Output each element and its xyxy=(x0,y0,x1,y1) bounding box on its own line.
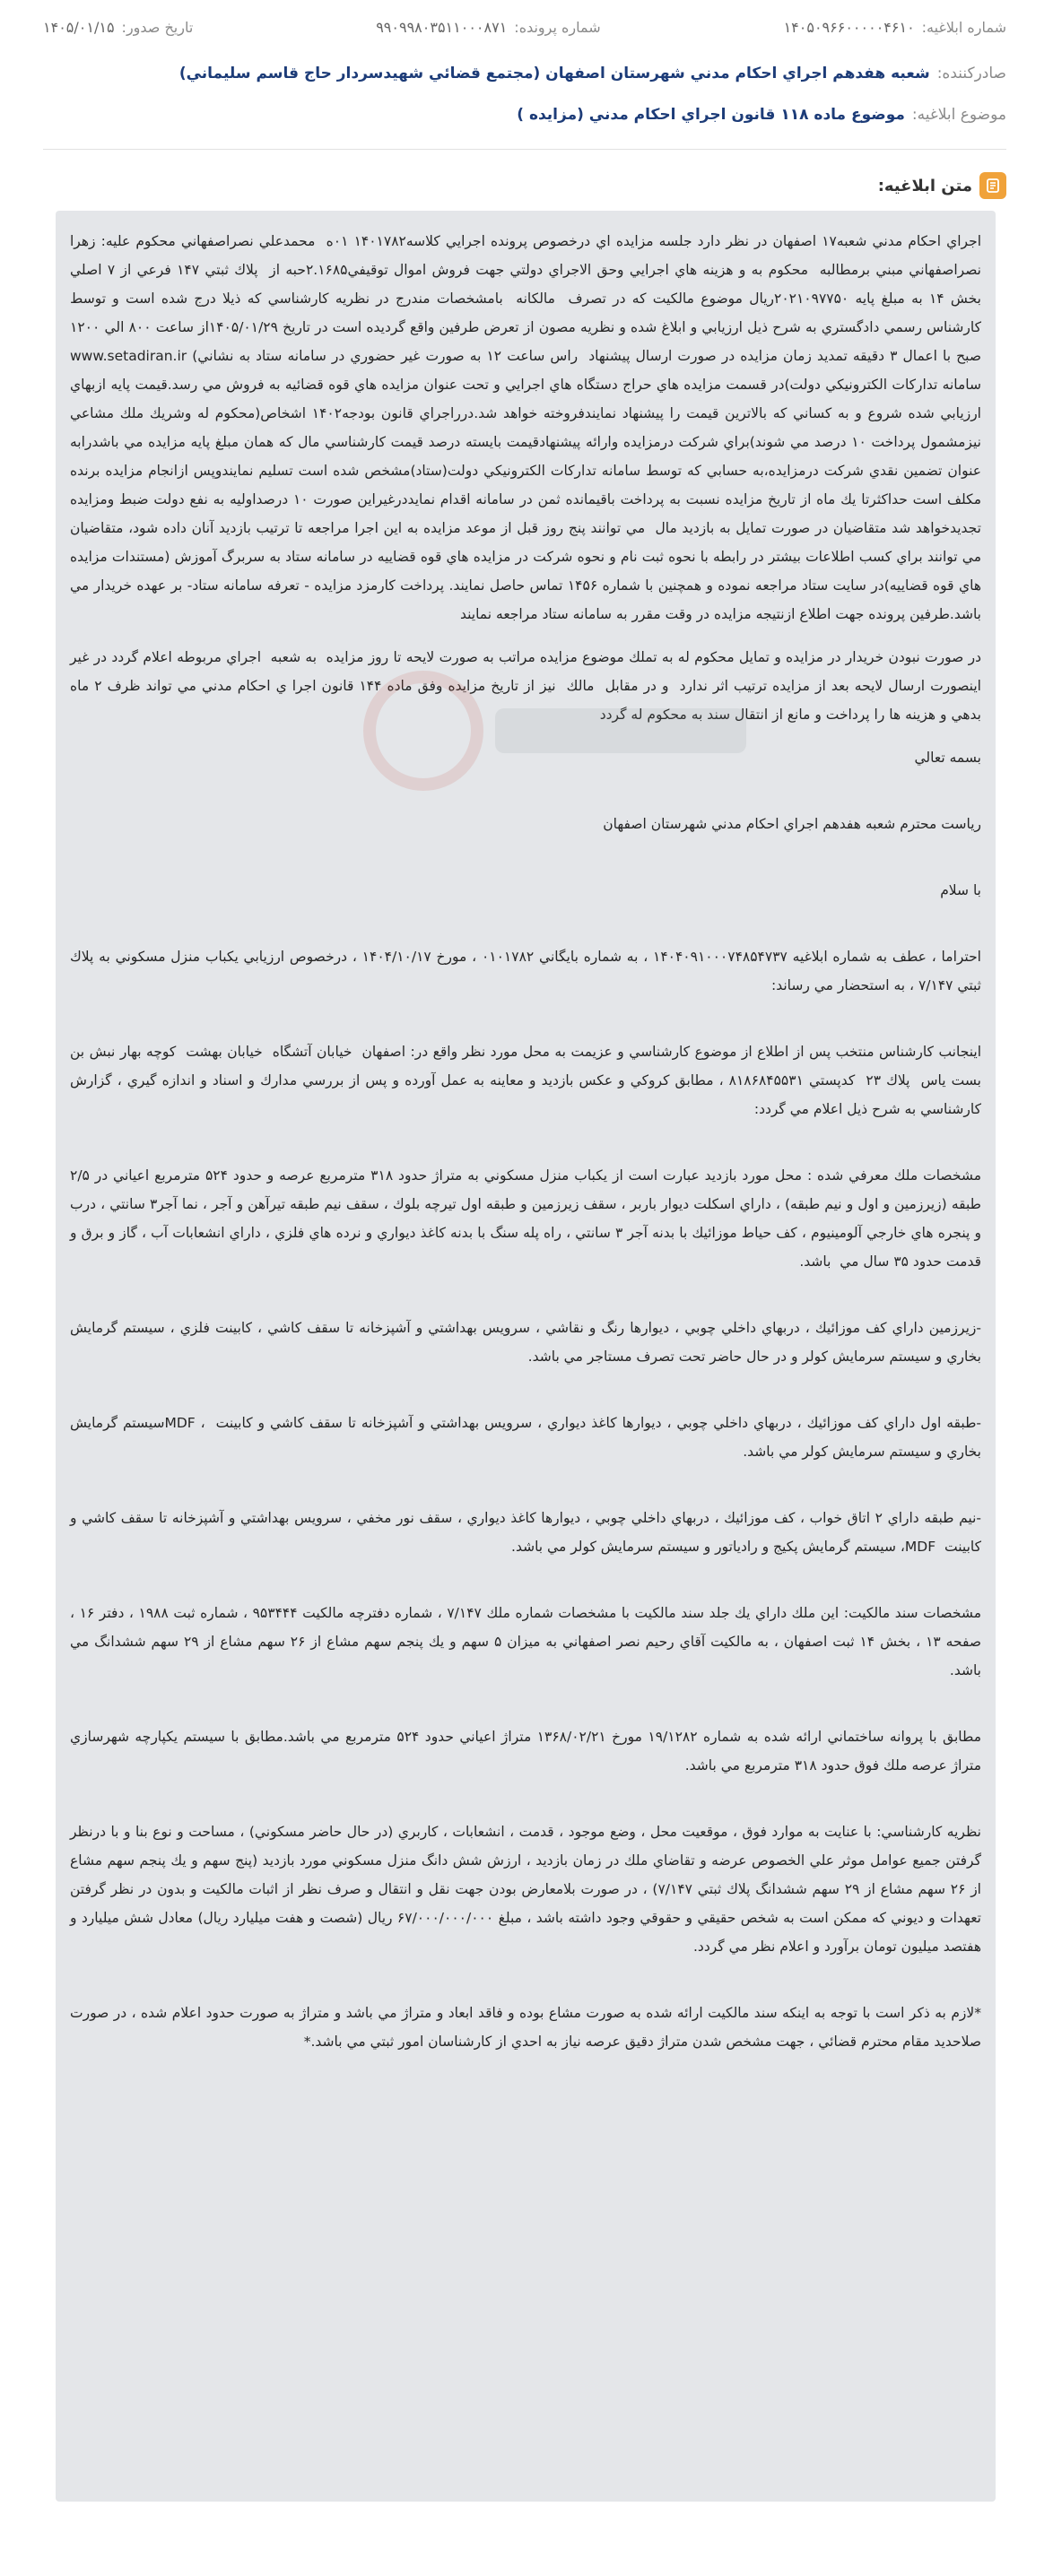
paragraph-half-floor: -نيم طبقه داراي ۲ اتاق خواب ، كف موزائيك ، دربهاي داخلي چوبي ، ديوارها كاغذ ديواري ، سقف نور مخفي ، سرويس بهداشتي و آشپزخانه تا سقف كاشي و كابينت MDF، سيستم گرمايش پكيج و رادياتور و سيستم سرمايش كولر مي باشد. xyxy=(65,1510,981,1555)
spacer xyxy=(70,1000,981,1037)
paragraph-permit: مطابق با پروانه ساختماني ارائه شده به شماره ۱۹/۱۲۸۲ مورخ ۱۳۶۸/۰۲/۲۱ متراژ اعياني حدود ۵۲۴ مترمربع مي باشد.مطابق با سيستم يكپارچه شهرسازي متراژ عرصه ملك فوق حدود ۳۱۸ مترمربع مي باشد. xyxy=(65,1729,982,1774)
spacer xyxy=(70,1371,981,1409)
spacer xyxy=(70,1123,981,1161)
case-number-value: ۹۹۰۹۹۸۰۳۵۱۱۰۰۰۸۷۱ xyxy=(376,18,508,36)
issue-date-value: ۱۴۰۵/۰۱/۱۵ xyxy=(43,18,115,36)
subject-label: موضوع ابلاغیه: xyxy=(911,106,1006,124)
notice-meta-row xyxy=(43,0,1006,54)
spacer xyxy=(70,1466,981,1504)
case-number-label: شماره پرونده: xyxy=(514,18,601,36)
notice-number xyxy=(784,19,1006,36)
paragraph-no-buyer-clause: در صورت نبودن خريدار در مزايده و تمايل محكوم له به تملك موضوع مزايده مراتب به صورت لايحه تا روز مزايده به شعبه اجراي مربوطه اعلام گردد در غير اينصورت ارسال لايحه بعد از مزايده ترتيب اثر ندارد و در مقابل مالك نيز از تاريخ مزايده وفق ماده ۱۴۴ قانون اجرا ي احكام مدني مي تواند ظرف ۲ ماه بدهي و هزينه ها را پرداخت و مانع از انتقال سند به محكوم له گردد xyxy=(65,649,981,723)
subject-row xyxy=(43,93,1006,136)
spacer xyxy=(70,838,981,876)
issue-date xyxy=(43,19,193,36)
spacer xyxy=(70,772,981,810)
issue-date-label: تاریخ صدور: xyxy=(121,18,194,36)
spacer xyxy=(70,1780,981,1817)
paragraph-property-spec: مشخصات ملك معرفي شده : محل مورد بازديد عبارت است از يكباب منزل مسكوني به متراژ حدود ۳۱۸ مترمربع عرصه و حدود ۵۲۴ مترمربع اعياني در ۲/۵ طبقه (زيرزمين و اول و نيم طبقه) ، داراي اسكلت ديوار باربر ، سقف زيرزمين و طبقه اول تيرچه بلوك ، سقف نيم طبقه تيرآهن و آجر ، نما آجر۳ سانتي ، درب و پنجره هاي خارجي آلومينيوم ، كف حياط موزائيك با بدنه آجر ۳ سانتي ، راه پله سنگ با بدنه كاغذ ديواري و نرده هاي فلزي ، داراي انشعابات آب ، گاز و برق و قدمت حدود ۳۵ سال مي باشد. xyxy=(65,1167,981,1270)
spacer xyxy=(70,629,981,643)
paragraph-basement: -زيرزمين داراي كف موزائيك ، دربهاي داخلي چوبي ، ديوارها رنگ و نقاشي ، سرويس بهداشتي و آشپزخانه تا سقف كاشي ، كابينت فلزي ، سيستم گرمايش بخاري و سيستم سرمايش كولر و در حال حاضر تحت تصرف مستاجر مي باشد. xyxy=(65,1320,981,1365)
subject-value: موضوع ماده ۱۱۸ قانون اجراي احكام مدني (مزايده ) xyxy=(517,106,905,124)
spacer xyxy=(70,1685,981,1722)
spacer xyxy=(70,1961,981,1999)
paragraph-salutation-bismillah: بسمه تعالي xyxy=(914,750,981,766)
section-title xyxy=(878,172,1006,199)
notice-header xyxy=(0,0,1053,136)
notice-number-value: ۱۴۰۵۰۹۶۶۰۰۰۰۰۴۶۱۰ xyxy=(783,18,915,36)
spacer xyxy=(70,905,981,942)
paragraph-auction-announcement: اجراي احكام مدني شعبه۱۷ اصفهان در نظر دارد جلسه مزايده اي درخصوص پرونده اجرايي كلاسه۱۴۰۱۷۸۲ ۰۱ه محمدعلي نصراصفهاني محكوم عليه: زهرا نصراصفهاني مبني برمطالبه محكوم به و هزينه هاي اجرايي وحق الاجراي دولتي جهت فروش اموال توقيفي۲.۱۶۸۵حبه از پلاك ثبتي ۱۴۷ فرعي از ۷ اصلي بخش ۱۴ به مبلغ پايه ۲۰۲۱۰۹۷۷۵۰ريال موضوع مالكيت كه در تصرف مالكانه بامشخصات مندرج در نظريه كارشناسي كه ذيلا درج شده است و توسط كارشناس رسمي دادگستري به شرح ذيل ارزيابي و ابلاغ شده و نظريه مصون از تعرض طرفين واقع گرديده است در تاريخ ۱۴۰۵/۰۱/۲۹از ساعت ۸۰۰ الي ۱۲۰۰ صبح با اعمال ۳ دقيقه تمديد زمان مزايده در صورت ارسال پيشنهاد راس ساعت ۱۲ به صورت غير حضوري در سامانه ستاد به نشاني) www.setadiran.ir سامانه تداركات الكترونيكي دولت)در قسمت مزايده هاي حراج دستگاه هاي اجرايي و تحت عنوان مزايده هاي قوه قضائيه به فروش مي رسد.قيمت پايه ازبهاي ارزيابي شده شروع و به كساني كه بالاترين قيمت را پيشنهاد نمايندفروخته خواهد شد.درراجراي قانون بودجه۱۴۰۲ اشخاص(محكوم له وشريك ملك مشاعي نيزمشمول پرداخت ۱۰ درصد مي شوند)براي شركت درمزايده وارائه پيشنهادقيمت بايسته درصد قيمت كارشناسي مال كه همان مبلغ پايه مزايده مي باشدرابه عنوان تضمين نقدي شركت درمزايده،به حسابي كه توسط سامانه تداركات الكترونيكي دولت(ستاد)مشخص شده است تسليم نمايندوپس ازانجام مزايده برنده مكلف است حداكثرتا يك ماه از تاريخ مزايده نسبت به پرداخت باقيمانده ثمن در سامانه اقدام نمايددرغيراين صورت ۱۰ درصداوليه به نفع دولت ضبط ومزايده تجديدخواهد شد متقاضيان در صورت تمايل به بازديد مال مي توانند پنج روز قبل از موعد مزايده به اين اجرا مراجعه تا ترتيب بازديد آنان داده شود، متقاضيان مي توانند براي كسب اطلاعات بيشتر در رابطه با نحوه ثبت نام و نحوه شركت در مزايده هاي قوه قضاييه در سامانه ستاد به سربرگ آموزش (مستندات مزايده هاي قوه قضاييه)در سايت ستاد مراجعه نموده و همچنين با شماره ۱۴۵۶ تماس حاصل نمايند. پرداخت كارمزد مزايده - تعرفه سامانه ستاد- بر عهده خريدار مي باشد.طرفين پرونده جهت اطلاع ازنتيجه مزايده در وقت مقرر به سامانه ستاد مراجعه نمايند xyxy=(65,233,982,622)
case-number xyxy=(376,19,600,36)
spacer xyxy=(70,1561,981,1599)
paragraph-note: *لازم به ذكر است با توجه به اينكه سند مالكيت ارائه شده به صورت مشاع بوده و فاقد ابعاد و متراژ مي باشد و متراژ به صورت حدود اعلام شده ، در صورت صلاحديد مقام محترم قضائي ، جهت مشخص شدن متراژ دقيق عرصه نياز به احدي از كارشناسان امور ثبتي مي باشد.* xyxy=(65,2005,981,2050)
notice-number-label: شماره ابلاغیه: xyxy=(921,18,1006,36)
spacer xyxy=(70,729,981,743)
paragraph-addressee: رياست محترم شعبه هفدهم اجراي احكام مدني شهرستان اصفهان xyxy=(603,816,981,832)
paragraph-inspection: اينجانب كارشناس منتخب پس از اطلاع از موضوع كارشناسي و عزيمت به محل مورد نظر واقع در: اصفهان خيابان آتشگاه خيابان بهشت كوچه بهار نبش بن بست ياس پلاك ۲۳ كدپستي ۸۱۸۶۸۴۵۵۳۱ ، مطابق كروكي و عكس بازديد و معاينه به عمل آورده و پس از بررسي مدارك و اسناد و اندازه گيري ، گزارش كارشناسي به شرح ذيل اعلام مي گردد: xyxy=(65,1044,981,1117)
issuer-value: شعبه هفدهم اجراي احكام مدني شهرستان اصفهان (مجتمع قضائي شهيدسردار حاج قاسم سليماني) xyxy=(178,65,930,82)
issuer-label: صادرکننده: xyxy=(936,65,1006,82)
header-divider xyxy=(43,149,1006,150)
paragraph-deed: مشخصات سند مالكيت: اين ملك داراي يك جلد سند مالكيت با مشخصات شماره ملك ۷/۱۴۷ ، شماره دفترچه مالكيت ۹۵۳۴۴۴ ، شماره ثبت ۱۹۸۸ ، دفتر ۱۶ ، صفحه ۱۳ ، بخش ۱۴ ثبت اصفهان ، به مالكيت آقاي رحيم نصر اصفهاني به ميزان ۵ سهم و يك پنجم سهم مشاع از ۲۶ سهم مشاع از ۲۹ سهم ششدانگ مي باشد. xyxy=(65,1605,982,1678)
document-icon xyxy=(979,172,1006,199)
section-title-label: متن ابلاغیه: xyxy=(877,176,972,195)
spacer xyxy=(70,1276,981,1314)
paragraph-reference: احتراما ، عطف به شماره ابلاغيه ۱۴۰۴۰۹۱۰۰۰۷۴۸۵۴۷۳۷ ، به شماره بايگاني ۰۱۰۱۷۸۲ ، مورخ ۱۴۰۴/۱۰/۱۷ ، درخصوص ارزيابي يكباب منزل مسكوني به پلاك ثبتي ۷/۱۴۷ ، به استحضار مي رساند: xyxy=(65,949,981,993)
issuer-row xyxy=(43,54,1006,93)
paragraph-greeting: با سلام xyxy=(940,882,981,898)
paragraph-first-floor: -طبقه اول داراي كف موزائيك ، دربهاي داخلي چوبي ، ديوارها كاغذ ديواري ، سرويس بهداشتي و آشپزخانه تا سقف كاشي و كابينت ، MDFسيستم گرمايش بخاري و سيستم سرمايش كولر مي باشد. xyxy=(65,1415,981,1460)
notice-body xyxy=(56,211,996,2502)
paragraph-expert-opinion: نظريه كارشناسي: با عنايت به موارد فوق ، موقعيت محل ، وضع موجود ، قدمت ، انشعابات ، كاربري (در حال حاضر مسكوني) ، مساحت و نوع بنا و با درنظر گرفتن جميع عوامل موثر علي الخصوص عرضه و تقاضاي ملك در زمان بازديد ، ارزش شش دانگ منزل مسكوني مورد بازديد (پنج سهم و يك پنجم سهم مشاع از ۲۶ سهم مشاع از ۲۹ سهم ششدانگ پلاك ثبتي ۷/۱۴۷) ، در صورت بلامعارض بودن جهت نقل و انتقال و صرف نظر از اثبات مالكيت و بدون در نظر گرفتن تعهدات و ديوني كه ممكن است به شخص حقيقي و حقوقي وجود داشته باشد ، مبلغ ۶۷/۰۰۰/۰۰۰/۰۰۰ ريال (شصت و هفت ميليارد ريال) معادل شش ميليارد و هفتصد ميليون تومان برآورد و اعلام نظر مي گردد. xyxy=(65,1824,981,1955)
